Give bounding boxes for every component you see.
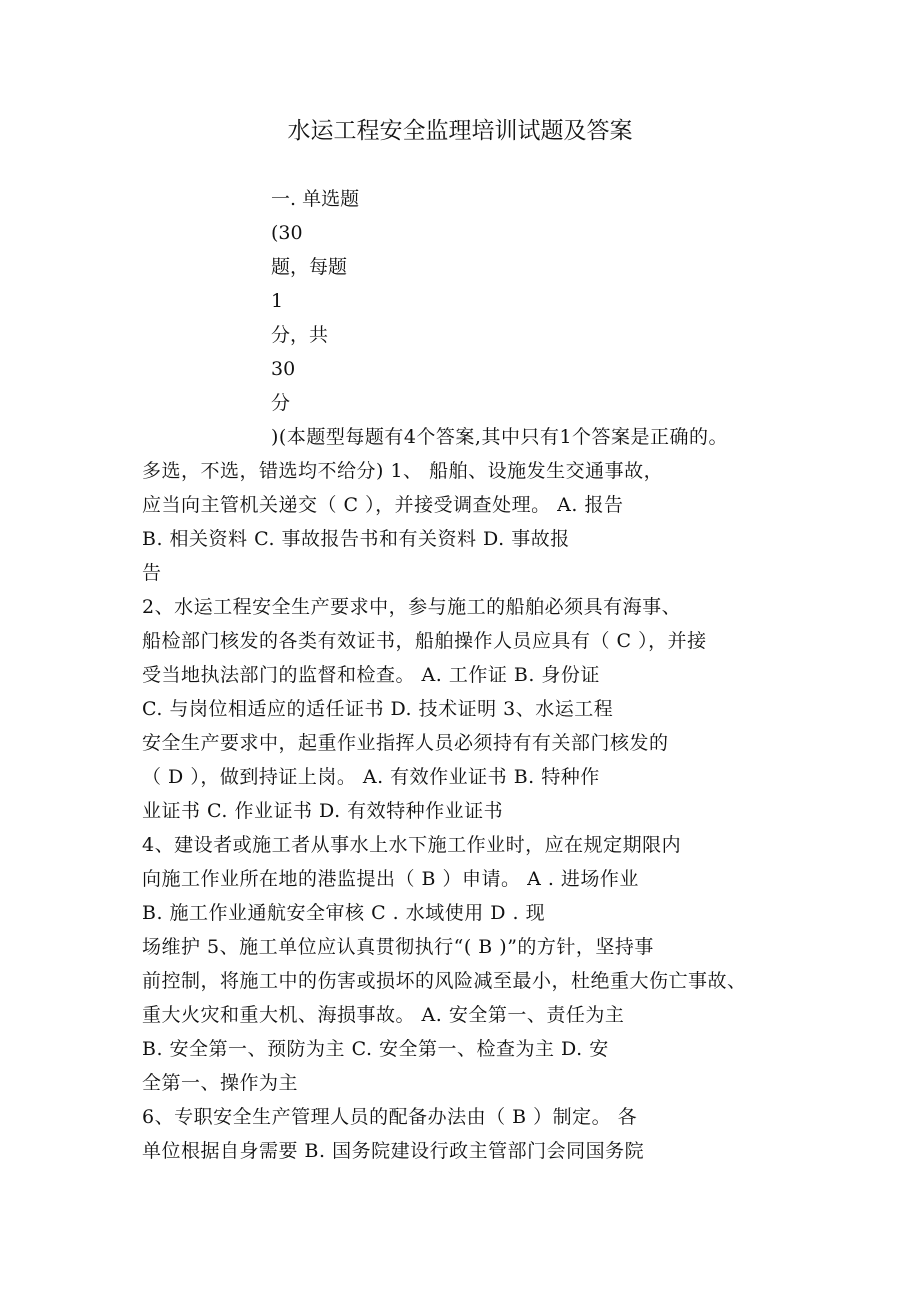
section-heading-line-3: 题，每题 xyxy=(271,256,348,278)
body-line-6: 2、水运工程安全生产要求中，参与施工的船舶必须具有海事、 xyxy=(142,596,682,618)
section-heading-line-2: (30 xyxy=(271,222,303,244)
body-line-22: 单位根据自身需要 B. 国务院建设行政主管部门会同国务院 xyxy=(142,1140,645,1162)
body-line-13: 4、建设者或施工者从事水上水下施工作业时，应在规定期限内 xyxy=(142,834,682,856)
body-line-7: 船检部门核发的各类有效证书，船舶操作人员应具有（ C ），并接 xyxy=(142,630,707,652)
body-line-3: 应当向主管机关递交（ C ），并接受调查处理。 A. 报告 xyxy=(142,494,624,516)
body-line-4: B. 相关资料 C. 事故报告书和有关资料 D. 事故报 xyxy=(142,528,570,550)
body-line-14: 向施工作业所在地的港监提出（ B ）申请。 A . 进场作业 xyxy=(142,868,639,890)
section-heading-line-7: 分 xyxy=(271,392,291,414)
body-line-15: B. 施工作业通航安全审核 C . 水域使用 D . 现 xyxy=(142,902,546,924)
section-heading-line-5: 分，共 xyxy=(271,324,329,346)
body-line-10: 安全生产要求中，起重作业指挥人员必须持有有关部门核发的 xyxy=(142,732,669,754)
body-line-2: 多选，不选，错选均不给分) 1、 船舶、设施发生交通事故， xyxy=(142,460,664,482)
body-line-8: 受当地执法部门的监督和检查。 A. 工作证 B. 身份证 xyxy=(142,664,600,686)
body-line-9: C. 与岗位相适应的适任证书 D. 技术证明 3、水运工程 xyxy=(142,698,614,720)
body-line-11: （ D ），做到持证上岗。 A. 有效作业证书 B. 特种作 xyxy=(142,766,600,788)
body-line-20: 全第一、操作为主 xyxy=(142,1072,299,1094)
body-line-17: 前控制，将施工中的伤害或损坏的风险减至最小，杜绝重大伤亡事故、 xyxy=(142,970,747,992)
body-line-1: )(本题型每题有4个答案,其中只有1个答案是正确的。 xyxy=(271,426,729,448)
section-heading-line-6: 30 xyxy=(271,358,296,380)
section-heading-line-1: 一. 单选题 xyxy=(271,188,360,210)
body-line-12: 业证书 C. 作业证书 D. 有效特种作业证书 xyxy=(142,800,504,822)
body-line-18: 重大火灾和重大机、海损事故。 A. 安全第一、责任为主 xyxy=(142,1004,625,1026)
body-line-16: 场维护 5、施工单位应认真贯彻执行“( B )”的方针，坚持事 xyxy=(142,936,654,958)
section-heading-line-4: 1 xyxy=(271,290,284,312)
body-line-19: B. 安全第一、预防为主 C. 安全第一、检查为主 D. 安 xyxy=(142,1038,609,1060)
document-title: 水运工程安全监理培训试题及答案 xyxy=(287,118,633,144)
body-line-5: 告 xyxy=(142,562,162,584)
body-line-21: 6、专职安全生产管理人员的配备办法由（ B ）制定。 各 xyxy=(142,1106,638,1128)
